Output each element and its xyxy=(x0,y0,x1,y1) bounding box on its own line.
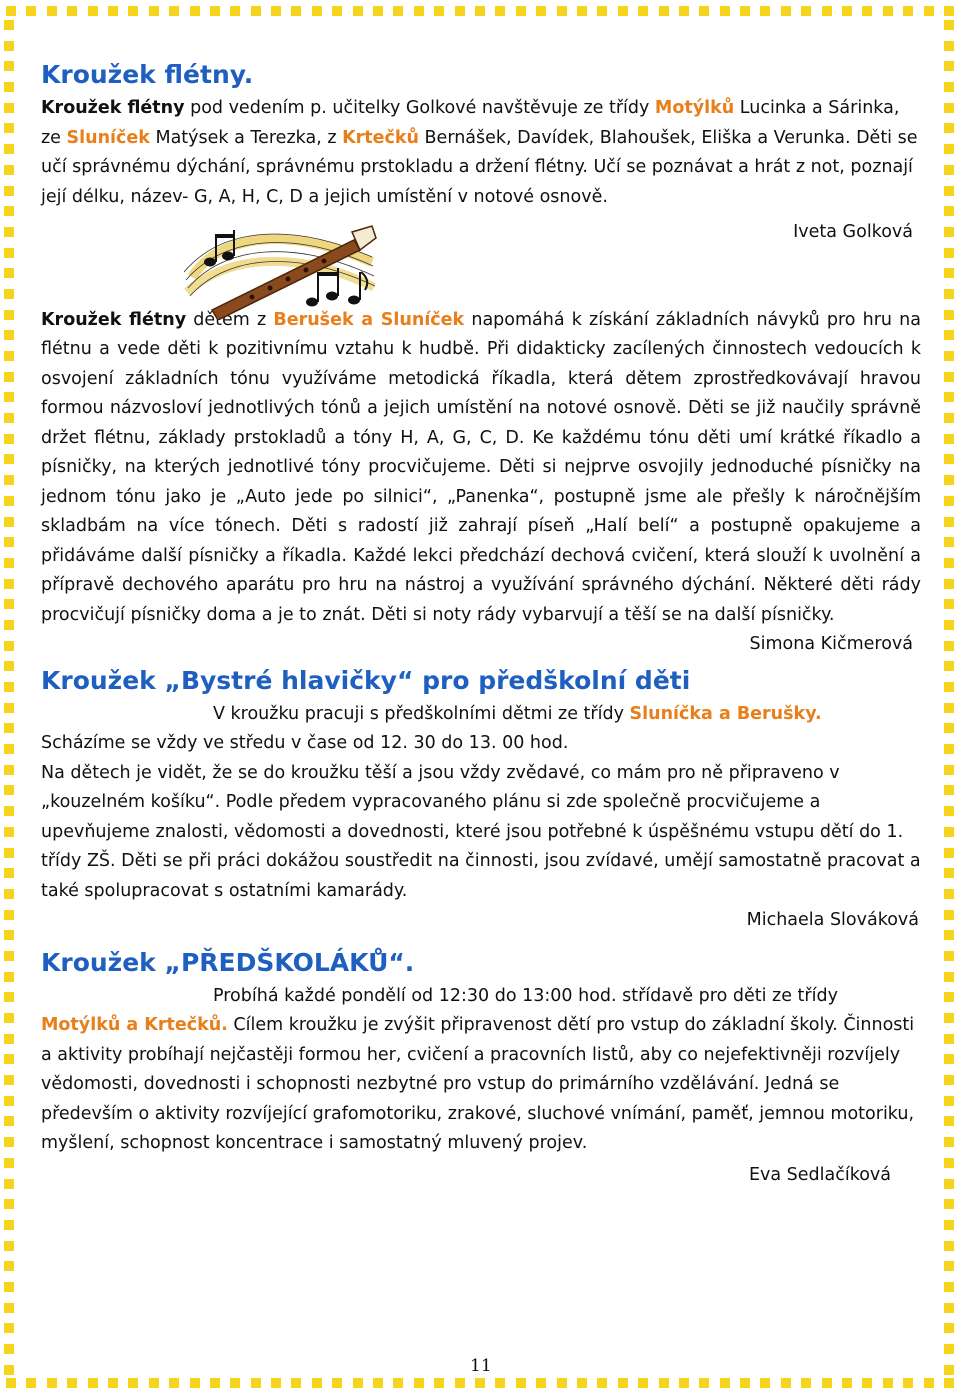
border-square xyxy=(883,6,893,16)
recorder-illustration xyxy=(182,222,377,320)
border-square xyxy=(26,6,36,16)
border-square xyxy=(475,1378,485,1388)
border-square xyxy=(332,1378,342,1388)
border-square xyxy=(312,6,322,16)
border-square xyxy=(393,1378,403,1388)
border-square xyxy=(190,1378,200,1388)
border-square xyxy=(4,1303,14,1313)
border-square xyxy=(4,1323,14,1333)
border-square xyxy=(4,848,14,858)
section-title-bystre-hlavicky: Kroužek „Bystré hlavičky“ pro předškolní děti xyxy=(41,665,691,695)
border-square xyxy=(4,910,14,920)
border-square xyxy=(944,310,954,320)
border-square xyxy=(26,1378,36,1388)
border-square xyxy=(597,6,607,16)
flute-intro-paragraph: Kroužek flétny pod vedením p. učitelky Golkové navštěvuje ze třídy Motýlků Lucinka a Sárinka, ze Sluníček Matýsek a Terezka, z Krtečků Bernášek, Davídek, Blahoušek, Eliška a Verunka. Děti se učí správnému dýchání, správnému prstokladu a držení flétny. Učí se poznávat a hrát z not, poznají její délku, název- G, A, H, C, D a jejich umístění v notové osnově. xyxy=(41,98,918,207)
border-square xyxy=(740,1378,750,1388)
border-square xyxy=(944,723,954,733)
border-square xyxy=(944,537,954,547)
border-square xyxy=(455,1378,465,1388)
border-square xyxy=(944,61,954,71)
border-square xyxy=(4,703,14,713)
border-square xyxy=(699,1378,709,1388)
border-square xyxy=(862,6,872,16)
border-square xyxy=(516,6,526,16)
border-square xyxy=(944,682,954,692)
border-square xyxy=(720,6,730,16)
border-square xyxy=(6,6,16,16)
border-square xyxy=(944,1241,954,1251)
spacer xyxy=(41,248,921,306)
bystre-time-line: Scházíme se vždy ve středu v čase od 12. 30 do 13. 00 hod. xyxy=(41,733,569,753)
border-square xyxy=(414,1378,424,1388)
border-square xyxy=(4,1220,14,1230)
border-square xyxy=(944,206,954,216)
border-square xyxy=(4,930,14,940)
border-square xyxy=(944,1344,954,1354)
signature-golkova: Iveta Golková xyxy=(793,222,913,242)
border-square xyxy=(4,1116,14,1126)
border-square xyxy=(944,661,954,671)
border-square xyxy=(760,1378,770,1388)
border-square xyxy=(4,1241,14,1251)
border-square xyxy=(557,6,567,16)
border-square xyxy=(4,165,14,175)
border-square xyxy=(128,6,138,16)
border-square xyxy=(434,1378,444,1388)
border-square xyxy=(944,1034,954,1044)
border-square xyxy=(4,992,14,1002)
border-square xyxy=(720,1378,730,1388)
border-square xyxy=(760,6,770,16)
border-square xyxy=(4,186,14,196)
border-square xyxy=(822,1378,832,1388)
border-square xyxy=(4,82,14,92)
border-square xyxy=(944,620,954,630)
border-square xyxy=(944,1378,954,1388)
border-square xyxy=(903,6,913,16)
border-square xyxy=(108,1378,118,1388)
border-square xyxy=(822,6,832,16)
border-square xyxy=(291,6,301,16)
border-square xyxy=(4,351,14,361)
border-square xyxy=(88,6,98,16)
border-square xyxy=(801,6,811,16)
border-square xyxy=(944,475,954,485)
page-number: 11 xyxy=(470,1356,492,1376)
border-square xyxy=(944,827,954,837)
border-square xyxy=(4,1096,14,1106)
border-square xyxy=(577,6,587,16)
border-square xyxy=(169,1378,179,1388)
border-square xyxy=(944,1096,954,1106)
border-square xyxy=(781,6,791,16)
border-square xyxy=(332,6,342,16)
border-square xyxy=(475,6,485,16)
border-square xyxy=(557,1378,567,1388)
section-title-predskolaku: Kroužek „PŘEDŠKOLÁKŮ“. xyxy=(41,947,415,977)
border-square xyxy=(4,123,14,133)
border-square xyxy=(944,1116,954,1126)
border-square xyxy=(944,372,954,382)
border-square xyxy=(618,1378,628,1388)
border-square xyxy=(944,20,954,30)
border-square xyxy=(4,1137,14,1147)
border-square xyxy=(4,1054,14,1064)
border-square xyxy=(944,848,954,858)
signature-kicmerova: Simona Kičmerová xyxy=(749,634,913,654)
border-square xyxy=(944,496,954,506)
border-square xyxy=(516,1378,526,1388)
border-square xyxy=(230,6,240,16)
bystre-intro-line: V kroužku pracuji s předškolními dětmi ze třídy Sluníčka a Berušky. xyxy=(213,703,822,724)
border-square xyxy=(924,1378,934,1388)
border-square xyxy=(4,1282,14,1292)
border-square xyxy=(4,951,14,961)
border-square xyxy=(190,6,200,16)
border-square xyxy=(4,144,14,154)
border-square xyxy=(4,785,14,795)
border-square xyxy=(944,992,954,1002)
border-square xyxy=(4,20,14,30)
border-square xyxy=(944,785,954,795)
border-square xyxy=(944,330,954,340)
border-square xyxy=(230,1378,240,1388)
border-square xyxy=(944,1303,954,1313)
border-square xyxy=(944,413,954,423)
border-bottom xyxy=(0,1378,960,1390)
border-square xyxy=(353,1378,363,1388)
border-square xyxy=(4,889,14,899)
border-square xyxy=(4,1261,14,1271)
border-square xyxy=(944,186,954,196)
border-square xyxy=(312,1378,322,1388)
border-square xyxy=(944,517,954,527)
border-square xyxy=(4,206,14,216)
border-square xyxy=(659,6,669,16)
border-square xyxy=(271,1378,281,1388)
border-square xyxy=(944,351,954,361)
border-square xyxy=(944,392,954,402)
border-square xyxy=(495,6,505,16)
border-square xyxy=(4,1158,14,1168)
border-square xyxy=(67,6,77,16)
border-square xyxy=(842,1378,852,1388)
border-square xyxy=(944,454,954,464)
border-square xyxy=(944,930,954,940)
bystre-paragraph: Na dětech je vidět, že se do kroužku těší a jsou vždy zvědavé, co mám pro ně připraveno v „kouzelném košíku“. Podle předem vypracovaného plánu si zde společně procvičujeme a upevňujeme znalosti, vědomosti a dovednosti, které jsou potřebné k úspěšnému vstupu dětí do 1. třídy ZŠ. Děti se při práci dokážou soustředit na činnosti, jsou zvídavé, umějí samostatně pracovat a také spolupracovat s ostatními kamarády. xyxy=(41,762,921,901)
border-square xyxy=(210,6,220,16)
border-square xyxy=(4,517,14,527)
border-square xyxy=(4,558,14,568)
border-square xyxy=(4,392,14,402)
border-square xyxy=(4,103,14,113)
border-square xyxy=(4,806,14,816)
border-square xyxy=(801,1378,811,1388)
border-square xyxy=(944,103,954,113)
border-square xyxy=(618,6,628,16)
border-square xyxy=(4,868,14,878)
border-square xyxy=(944,1013,954,1023)
border-square xyxy=(679,1378,689,1388)
section-title-flute: Kroužek flétny. xyxy=(41,60,254,89)
border-square xyxy=(944,165,954,175)
border-square xyxy=(944,703,954,713)
border-square xyxy=(903,1378,913,1388)
border-square xyxy=(944,6,954,16)
border-square xyxy=(353,6,363,16)
border-square xyxy=(944,1261,954,1271)
border-square xyxy=(597,1378,607,1388)
border-square xyxy=(944,434,954,444)
border-square xyxy=(944,599,954,609)
border-top xyxy=(0,6,960,18)
border-square xyxy=(4,661,14,671)
border-square xyxy=(393,6,403,16)
border-square xyxy=(740,6,750,16)
signature-slovakova: Michaela Slováková xyxy=(746,910,919,930)
border-square xyxy=(944,1323,954,1333)
border-square xyxy=(536,6,546,16)
border-square xyxy=(944,1365,954,1375)
border-square xyxy=(883,1378,893,1388)
border-square xyxy=(88,1378,98,1388)
border-square xyxy=(4,1075,14,1085)
border-square xyxy=(944,1137,954,1147)
border-square xyxy=(4,1365,14,1375)
border-square xyxy=(944,579,954,589)
border-square xyxy=(373,6,383,16)
border-square xyxy=(4,227,14,237)
border-square xyxy=(4,1344,14,1354)
border-square xyxy=(4,744,14,754)
border-square xyxy=(944,868,954,878)
border-square xyxy=(455,6,465,16)
border-square xyxy=(944,248,954,258)
border-square xyxy=(699,6,709,16)
border-square xyxy=(4,268,14,278)
border-square xyxy=(924,6,934,16)
border-square xyxy=(659,1378,669,1388)
border-square xyxy=(4,827,14,837)
border-square xyxy=(944,951,954,961)
border-square xyxy=(251,1378,261,1388)
border-square xyxy=(862,1378,872,1388)
border-square xyxy=(4,972,14,982)
border-square xyxy=(108,6,118,16)
border-square xyxy=(47,1378,57,1388)
border-square xyxy=(149,6,159,16)
border-square xyxy=(4,289,14,299)
border-square xyxy=(4,599,14,609)
border-square xyxy=(4,61,14,71)
border-square xyxy=(414,6,424,16)
border-square xyxy=(4,248,14,258)
border-left xyxy=(4,20,16,1375)
border-square xyxy=(944,1075,954,1085)
border-square xyxy=(4,579,14,589)
border-square xyxy=(944,910,954,920)
border-square xyxy=(944,972,954,982)
border-square xyxy=(944,558,954,568)
border-square xyxy=(434,6,444,16)
border-square xyxy=(4,620,14,630)
border-square xyxy=(67,1378,77,1388)
border-square xyxy=(4,723,14,733)
border-square xyxy=(944,289,954,299)
border-square xyxy=(944,744,954,754)
border-square xyxy=(4,682,14,692)
border-square xyxy=(169,6,179,16)
border-right xyxy=(944,20,956,1375)
border-square xyxy=(842,6,852,16)
border-square xyxy=(781,1378,791,1388)
border-square xyxy=(4,434,14,444)
border-square xyxy=(4,330,14,340)
border-square xyxy=(4,475,14,485)
border-square xyxy=(944,82,954,92)
border-square xyxy=(638,6,648,16)
predskolaku-schedule-line: Probíhá každé pondělí od 12:30 do 13:00 hod. střídavě pro děti ze třídy xyxy=(213,985,838,1006)
signature-sedlacikova: Eva Sedlačíková xyxy=(748,1164,891,1185)
border-square xyxy=(944,806,954,816)
border-square xyxy=(4,1179,14,1189)
border-square xyxy=(4,496,14,506)
page-content xyxy=(41,58,921,1190)
border-square xyxy=(4,641,14,651)
border-square xyxy=(4,1199,14,1209)
border-square xyxy=(944,1220,954,1230)
border-square xyxy=(4,41,14,51)
border-square xyxy=(4,765,14,775)
border-square xyxy=(944,1282,954,1292)
border-square xyxy=(944,765,954,775)
border-square xyxy=(373,1378,383,1388)
border-square xyxy=(4,454,14,464)
border-square xyxy=(944,123,954,133)
border-square xyxy=(4,1034,14,1044)
border-square xyxy=(944,1199,954,1209)
border-square xyxy=(251,6,261,16)
border-square xyxy=(495,1378,505,1388)
border-square xyxy=(149,1378,159,1388)
border-square xyxy=(536,1378,546,1388)
border-square xyxy=(4,310,14,320)
border-square xyxy=(577,1378,587,1388)
border-square xyxy=(4,372,14,382)
border-square xyxy=(638,1378,648,1388)
border-square xyxy=(4,1013,14,1023)
border-square xyxy=(944,889,954,899)
border-square xyxy=(944,1054,954,1064)
border-square xyxy=(128,1378,138,1388)
border-square xyxy=(679,6,689,16)
border-square xyxy=(4,537,14,547)
border-square xyxy=(944,268,954,278)
border-square xyxy=(944,41,954,51)
predskolaku-paragraph: Motýlků a Krtečků. Cílem kroužku je zvýšit připravenost dětí pro vstup do základní školy. Činnosti a aktivity probíhají nejčastěji formou her, cvičení a pracovních listů, aby co nejefektivněji rozvíjely vědomosti, dovednosti i schopnosti nezbytné pro vstup do primárního vzdělávání. Jedná se především o aktivity rozvíjející grafomotoriku, zrakové, sluchové vnímání, paměť, jemnou motoriku, myšlení, schopnost koncentrace i samostatný mluvený projev. xyxy=(41,1015,915,1153)
flute-main-paragraph: Kroužek flétny dětem z Berušek a Sluníček napomáhá k získání základních návyků pro hru na flétnu a vede děti k pozitivnímu vztahu k hudbě. Při didakticky zacílených činnostech vedoucích k osvojení základních tónu využíváme metodická říkadla, která dětem zprostředkovávají hravou formou názvosloví jednotlivých tónů a jejich umístění na notové osnově. Děti se již naučily správně držet flétnu, základy prstokladů a tóny H, A, G, C, D. Ke každému tónu děti umí krátké říkadlo a písničky, na kterých jednotlivé tóny procvičujeme. Děti si nejprve osvojily jednoduché písničky na jednom tónu jako je „Auto jede po silnici“, „Panenka“, postupně jsme ale přešly k náročnějším skladbám na více tónech. Děti s radostí již zahrají píseň „Halí belí“ a postupně opakujeme a přidáváme další písničky a říkadla. Každé lekci předchází dechová cvičení, která slouží k uvolnění a přípravě dechového aparátu pro hru na nástroj a využívání správného dýchání. Některé děti rády procvičují písničky doma a je to znát. Děti si noty rády vybarvují a těší se na další písničky. xyxy=(41,309,921,625)
border-square xyxy=(291,1378,301,1388)
border-square xyxy=(944,641,954,651)
border-square xyxy=(944,227,954,237)
border-square xyxy=(271,6,281,16)
border-square xyxy=(944,1158,954,1168)
border-square xyxy=(944,144,954,154)
border-square xyxy=(210,1378,220,1388)
border-square xyxy=(47,6,57,16)
border-square xyxy=(944,1179,954,1189)
border-square xyxy=(4,413,14,423)
border-square xyxy=(6,1378,16,1388)
